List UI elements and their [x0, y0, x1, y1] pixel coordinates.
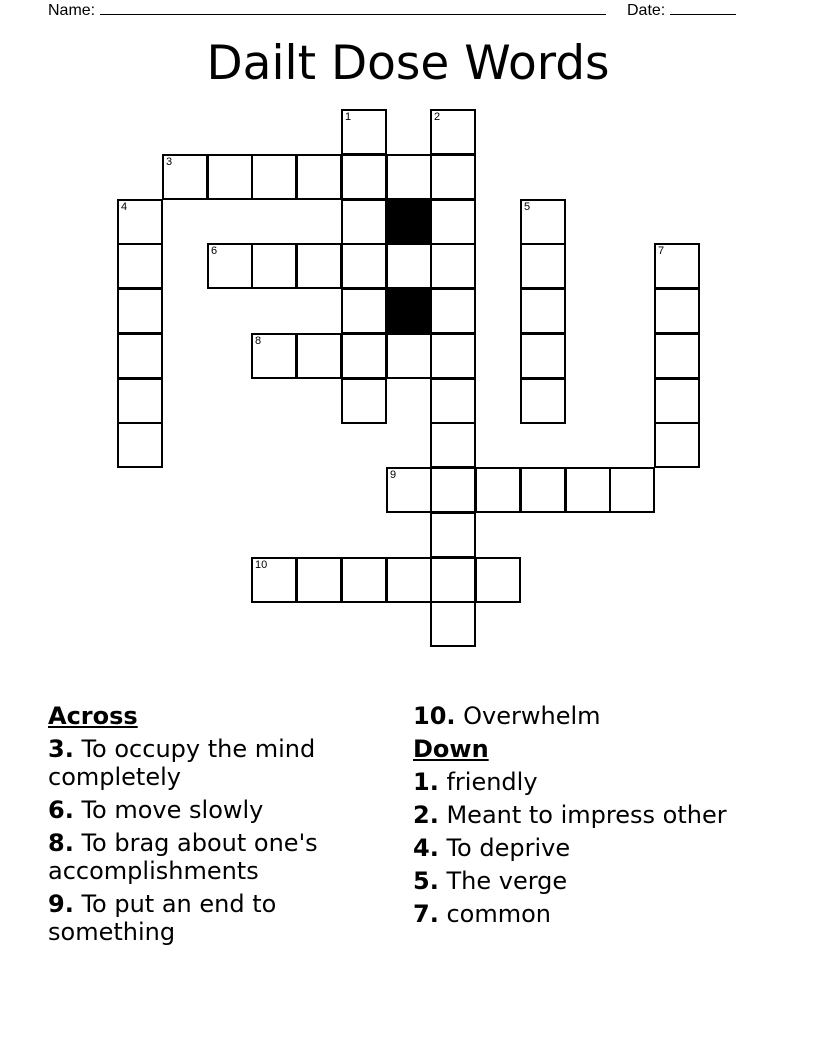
answer-square[interactable] — [251, 243, 297, 289]
answer-square[interactable] — [565, 467, 611, 513]
clue-number: 5. — [413, 867, 439, 895]
answer-square[interactable] — [430, 422, 476, 468]
answer-square[interactable] — [430, 467, 476, 513]
answer-square[interactable] — [430, 601, 476, 647]
clues-column-right — [413, 702, 793, 933]
answer-square[interactable] — [654, 378, 700, 424]
clue-number-label: 5 — [524, 201, 531, 213]
clue-number: 6. — [48, 796, 74, 824]
answer-square[interactable] — [207, 243, 253, 289]
answer-square[interactable] — [386, 243, 432, 289]
answer-square[interactable] — [520, 199, 566, 245]
clue-text: Overwhelm — [463, 702, 601, 730]
black-square — [386, 288, 432, 334]
clues-column-left — [48, 702, 388, 951]
clue-number-label: 4 — [121, 201, 128, 213]
clue-number: 8. — [48, 829, 74, 857]
clue-number-label: 1 — [345, 111, 352, 123]
answer-square[interactable] — [117, 199, 163, 245]
answer-square[interactable] — [117, 422, 163, 468]
answer-square[interactable] — [207, 154, 253, 200]
answer-square[interactable] — [117, 243, 163, 289]
answer-square[interactable] — [117, 333, 163, 379]
answer-square[interactable] — [117, 288, 163, 334]
clue-number: 4. — [413, 834, 439, 862]
clue-text: To deprive — [446, 834, 571, 862]
clue-text: The verge — [446, 867, 568, 895]
clue-text: To move slowly — [81, 796, 264, 824]
clue-number-label: 10 — [255, 559, 268, 571]
across-heading: Across — [48, 702, 138, 730]
answer-square[interactable] — [654, 288, 700, 334]
clue-number: 10. — [413, 702, 456, 730]
answer-square[interactable] — [475, 557, 521, 603]
clue-across-10 — [413, 702, 793, 730]
clue-number: 3. — [48, 735, 74, 763]
answer-square[interactable] — [430, 288, 476, 334]
answer-square[interactable] — [430, 557, 476, 603]
clue-number-label: 6 — [211, 245, 218, 257]
clue-text: Meant to impress other — [446, 801, 727, 829]
clue-number: 9. — [48, 890, 74, 918]
clue-number-label: 8 — [255, 335, 262, 347]
answer-square[interactable] — [520, 378, 566, 424]
clue-across-9 — [48, 890, 388, 946]
answer-square[interactable] — [654, 333, 700, 379]
answer-square[interactable] — [654, 422, 700, 468]
answer-square[interactable] — [341, 199, 387, 245]
clue-number: 2. — [413, 801, 439, 829]
answer-square[interactable] — [296, 557, 342, 603]
date-label: Date: — [627, 2, 666, 19]
clue-number-label: 7 — [658, 245, 665, 257]
clue-down-4 — [413, 834, 793, 862]
clue-text: To brag about one's accomplishments — [48, 829, 318, 885]
answer-square[interactable] — [430, 378, 476, 424]
answer-square[interactable] — [341, 288, 387, 334]
answer-square[interactable] — [296, 243, 342, 289]
clue-text: common — [446, 900, 551, 928]
answer-square[interactable] — [430, 154, 476, 200]
answer-square[interactable] — [162, 154, 208, 200]
answer-square[interactable] — [251, 557, 297, 603]
clue-across-8 — [48, 829, 388, 885]
answer-square[interactable] — [520, 243, 566, 289]
clue-number-label: 3 — [166, 156, 173, 168]
answer-square[interactable] — [430, 333, 476, 379]
answer-square[interactable] — [251, 333, 297, 379]
answer-square[interactable] — [341, 154, 387, 200]
answer-square[interactable] — [117, 378, 163, 424]
answer-square[interactable] — [386, 154, 432, 200]
answer-square[interactable] — [386, 467, 432, 513]
answer-square[interactable] — [520, 467, 566, 513]
answer-square[interactable] — [520, 333, 566, 379]
answer-square[interactable] — [341, 333, 387, 379]
clue-across-6 — [48, 796, 388, 824]
answer-square[interactable] — [341, 378, 387, 424]
clue-text: To put an end to something — [48, 890, 277, 946]
clue-across-3 — [48, 735, 388, 791]
name-label: Name: — [48, 2, 96, 19]
clue-number-label: 2 — [434, 111, 441, 123]
answer-square[interactable] — [296, 333, 342, 379]
clue-down-1 — [413, 768, 793, 796]
answer-square[interactable] — [386, 333, 432, 379]
clue-number: 7. — [413, 900, 439, 928]
answer-square[interactable] — [520, 288, 566, 334]
clue-text: friendly — [446, 768, 538, 796]
answer-square[interactable] — [430, 109, 476, 155]
answer-square[interactable] — [430, 199, 476, 245]
clue-text: To occupy the mind completely — [48, 735, 316, 791]
answer-square[interactable] — [430, 512, 476, 558]
clue-down-2 — [413, 801, 793, 829]
clue-down-5 — [413, 867, 793, 895]
answer-square[interactable] — [475, 467, 521, 513]
answer-square[interactable] — [430, 243, 476, 289]
answer-square[interactable] — [341, 109, 387, 155]
answer-square[interactable] — [341, 557, 387, 603]
black-square — [386, 199, 432, 245]
clue-down-7 — [413, 900, 793, 928]
clue-number: 1. — [413, 768, 439, 796]
answer-square[interactable] — [296, 154, 342, 200]
answer-square[interactable] — [251, 154, 297, 200]
answer-square[interactable] — [386, 557, 432, 603]
answer-square[interactable] — [609, 467, 655, 513]
answer-square[interactable] — [341, 243, 387, 289]
down-heading: Down — [413, 735, 489, 763]
puzzle-title: Dailt Dose Words — [206, 36, 610, 91]
clue-number-label: 9 — [390, 469, 397, 481]
answer-square[interactable] — [654, 243, 700, 289]
